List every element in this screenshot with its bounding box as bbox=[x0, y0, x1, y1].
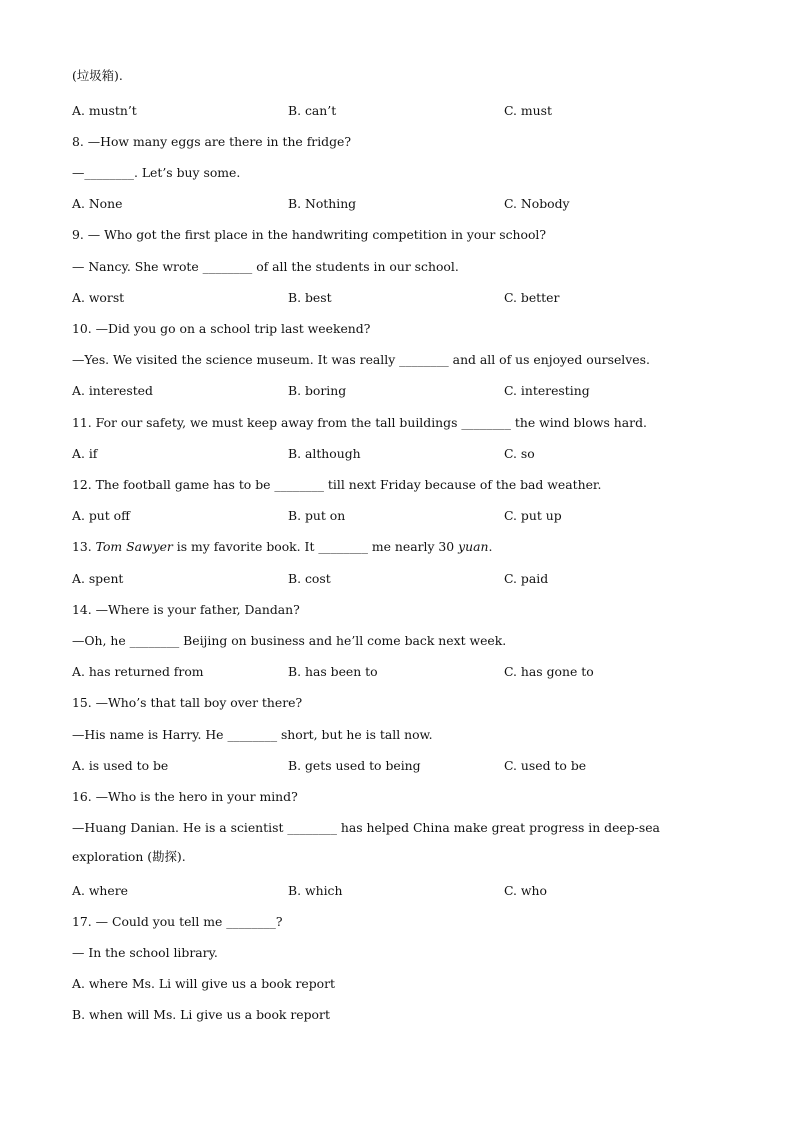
q15-option-c: C. used to be bbox=[504, 758, 587, 773]
q17-question: 17. — Could you tell me ________? bbox=[72, 914, 283, 929]
q8-option-c: C. Nobody bbox=[504, 196, 570, 211]
q14-answer-line: —Oh, he ________ Beijing on business and he’ll come back next week. bbox=[72, 633, 507, 648]
q13-option-c: C. paid bbox=[504, 571, 549, 586]
q16-option-c: C. who bbox=[504, 883, 547, 898]
q10-question: 10. —Did you go on a school trip last weekend? bbox=[72, 321, 371, 336]
q7-option-c: C. must bbox=[504, 103, 552, 118]
q15-option-a: A. is used to be bbox=[72, 758, 169, 773]
q9-answer-line: — Nancy. She wrote ________ of all the students in our school. bbox=[72, 259, 459, 274]
q16-question: 16. —Who is the hero in your mind? bbox=[72, 789, 298, 804]
q10-answer-line: —Yes. We visited the science museum. It was really ________ and all of us enjoyed ourselves. bbox=[72, 352, 650, 367]
q13-book-title: Tom Sawyer bbox=[95, 539, 173, 554]
q9-option-c: C. better bbox=[504, 290, 560, 305]
intro-text: (垃圾箱). bbox=[72, 68, 123, 83]
q8-option-b: B. Nothing bbox=[288, 196, 357, 211]
q9-option-b: B. best bbox=[288, 290, 332, 305]
q11-option-b: B. although bbox=[288, 446, 361, 461]
q7-option-a: A. mustn’t bbox=[72, 103, 137, 118]
q12-question: 12. The football game has to be ________ till next Friday because of the bad weather. bbox=[72, 477, 602, 492]
q13-option-b: B. cost bbox=[288, 571, 331, 586]
q9-question: 9. — Who got the first place in the handwriting competition in your school? bbox=[72, 227, 547, 242]
q13-currency: yuan bbox=[458, 539, 489, 554]
q10-option-b: B. boring bbox=[288, 383, 347, 398]
q15-option-b: B. gets used to being bbox=[288, 758, 421, 773]
q10-option-c: C. interesting bbox=[504, 383, 590, 398]
q16-option-a: A. where bbox=[72, 883, 128, 898]
q14-option-a: A. has returned from bbox=[72, 664, 204, 679]
q8-question: 8. —How many eggs are there in the fridge? bbox=[72, 134, 352, 149]
q13-number: 13. bbox=[72, 539, 92, 554]
q11-question: 11. For our safety, we must keep away from the tall buildings ________ the wind blows hard. bbox=[72, 415, 647, 430]
q9-option-a: A. worst bbox=[72, 290, 125, 305]
q13-option-a: A. spent bbox=[72, 571, 124, 586]
q8-option-a: A. None bbox=[72, 196, 123, 211]
q13-middle-text: is my favorite book. It ________ me nearly 30 bbox=[172, 539, 459, 554]
q14-option-c: C. has gone to bbox=[504, 664, 594, 679]
q13-question bbox=[72, 539, 734, 555]
q17-answer-line: — In the school library. bbox=[72, 945, 218, 960]
q12-option-c: C. put up bbox=[504, 508, 562, 523]
q14-option-b: B. has been to bbox=[288, 664, 378, 679]
q15-question: 15. —Who’s that tall boy over there? bbox=[72, 695, 303, 710]
q11-option-a: A. if bbox=[72, 446, 98, 461]
q16-answer-line: —Huang Danian. He is a scientist ________ has helped China make great progress in deep-sea exploration (勘探). bbox=[72, 820, 660, 864]
q12-option-b: B. put on bbox=[288, 508, 346, 523]
q13-end: . bbox=[488, 539, 493, 554]
q17-option-a: A. where Ms. Li will give us a book report bbox=[72, 976, 336, 991]
q14-question: 14. —Where is your father, Dandan? bbox=[72, 602, 300, 617]
q15-answer-line: —His name is Harry. He ________ short, but he is tall now. bbox=[72, 727, 433, 742]
q12-option-a: A. put off bbox=[72, 508, 130, 523]
q8-answer-line: —________. Let’s buy some. bbox=[72, 165, 241, 180]
q16-option-b: B. which bbox=[288, 883, 343, 898]
q10-option-a: A. interested bbox=[72, 383, 153, 398]
q7-option-b: B. can’t bbox=[288, 103, 337, 118]
q11-option-c: C. so bbox=[504, 446, 535, 461]
q17-option-b: B. when will Ms. Li give us a book report bbox=[72, 1007, 330, 1022]
